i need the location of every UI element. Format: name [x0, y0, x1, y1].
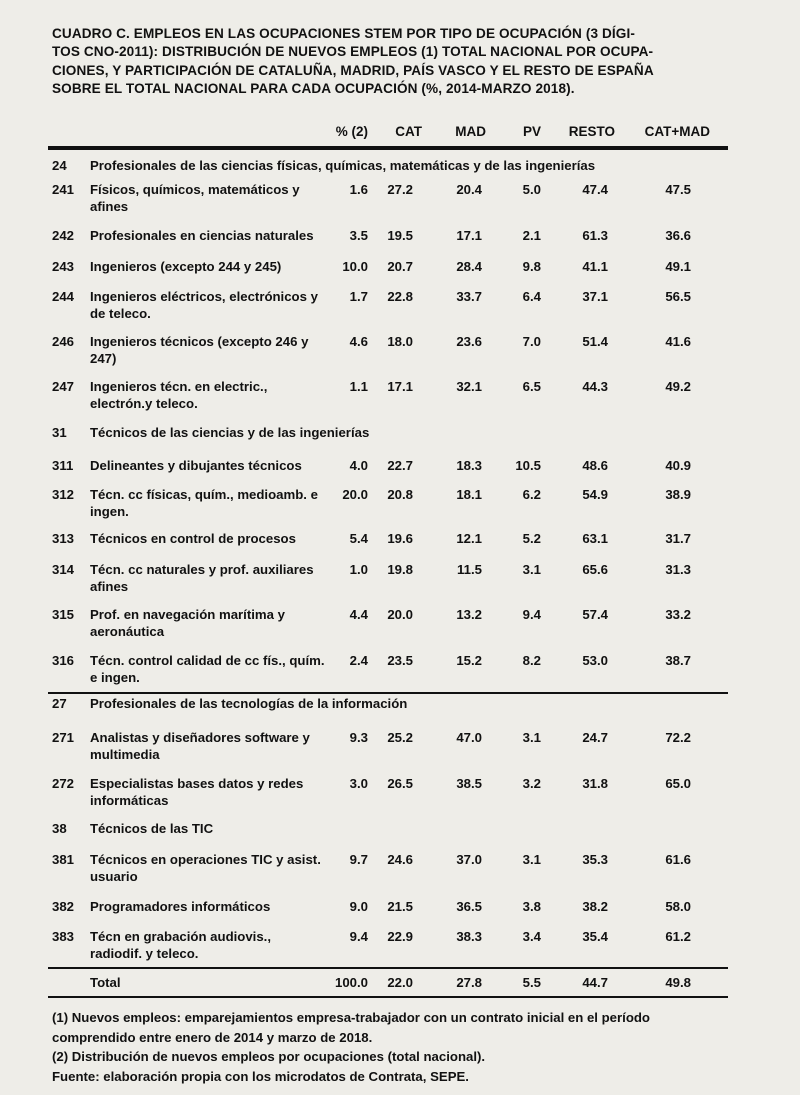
occupation-code: 38 — [52, 821, 67, 836]
value-cell: 6.2 — [522, 487, 541, 502]
value-cell: 22.0 — [387, 975, 413, 990]
value-cell: 36.5 — [456, 899, 482, 914]
value-cell: 22.8 — [387, 289, 413, 304]
value-cell: 41.1 — [582, 259, 608, 274]
value-cell: 27.8 — [456, 975, 482, 990]
value-cell: 1.0 — [349, 562, 368, 577]
value-cell: 18.1 — [456, 487, 482, 502]
occupation-label: Profesionales de las ciencias físicas, químicas, matemáticas y de las ingenierías — [90, 158, 596, 173]
value-cell: 47.0 — [456, 730, 482, 745]
value-cell: 48.6 — [582, 458, 608, 473]
table-rule — [48, 967, 728, 969]
value-cell: 3.1 — [522, 562, 541, 577]
occupation-code: 313 — [52, 531, 75, 546]
value-cell: 61.3 — [582, 228, 608, 243]
value-cell: 17.1 — [456, 228, 482, 243]
occupation-label: Delineantes y dibujantes técnicos — [90, 458, 302, 473]
value-cell: 38.5 — [456, 776, 482, 791]
table-rule — [48, 692, 728, 694]
value-cell: 5.5 — [522, 975, 541, 990]
occupation-code: 382 — [52, 899, 75, 914]
value-cell: 49.8 — [665, 975, 691, 990]
value-cell: 23.5 — [387, 653, 413, 668]
occupation-label: Técnicos en control de procesos — [90, 531, 296, 546]
value-cell: 19.5 — [387, 228, 413, 243]
occupation-label: Profesionales en ciencias naturales — [90, 228, 314, 243]
value-cell: 21.5 — [387, 899, 413, 914]
occupation-label: Profesionales de las tecnologías de la información — [90, 696, 408, 711]
occupation-code: 247 — [52, 379, 75, 394]
value-cell: 9.4 — [349, 929, 368, 944]
value-cell: 32.1 — [456, 379, 482, 394]
occupation-label: Técn. cc físicas, quím., medioamb. e ingen. — [90, 487, 318, 519]
value-cell: 51.4 — [582, 334, 608, 349]
value-cell: 33.2 — [665, 607, 691, 622]
value-cell: 1.7 — [349, 289, 368, 304]
value-cell: 40.9 — [665, 458, 691, 473]
value-cell: 47.5 — [665, 182, 691, 197]
value-cell: 25.2 — [387, 730, 413, 745]
occupation-label: Técnicos en operaciones TIC y asist. usuario — [90, 852, 321, 884]
value-cell: 58.0 — [665, 899, 691, 914]
value-cell: 24.7 — [582, 730, 608, 745]
value-cell: 3.2 — [522, 776, 541, 791]
title-line: TOS CNO-2011): DISTRIBUCIÓN DE NUEVOS EMPLEOS (1) TOTAL NACIONAL POR OCUPA- — [52, 44, 654, 60]
value-cell: 38.3 — [456, 929, 482, 944]
header-mad: MAD — [455, 124, 486, 139]
occupation-label: Total — [90, 975, 121, 990]
occupation-label: Analistas y diseñadores software y multimedia — [90, 730, 310, 762]
title-line: CUADRO C. EMPLEOS EN LAS OCUPACIONES STEM POR TIPO DE OCUPACIÓN (3 DÍGI- — [52, 26, 635, 41]
value-cell: 20.7 — [387, 259, 413, 274]
value-cell: 9.4 — [522, 607, 541, 622]
occupation-label: Ingenieros técnicos (excepto 246 y 247) — [90, 334, 309, 366]
value-cell: 6.4 — [522, 289, 541, 304]
table-rule — [48, 996, 728, 998]
value-cell: 53.0 — [582, 653, 608, 668]
value-cell: 49.1 — [665, 259, 691, 274]
value-cell: 61.2 — [665, 929, 691, 944]
occupation-label: Ingenieros (excepto 244 y 245) — [90, 259, 282, 274]
value-cell: 65.6 — [582, 562, 608, 577]
value-cell: 13.2 — [456, 607, 482, 622]
value-cell: 3.5 — [349, 228, 368, 243]
value-cell: 24.6 — [387, 852, 413, 867]
value-cell: 10.5 — [515, 458, 541, 473]
occupation-label: Prof. en navegación marítima y aeronáutica — [90, 607, 285, 639]
value-cell: 20.4 — [456, 182, 482, 197]
occupation-code: 316 — [52, 653, 75, 668]
value-cell: 22.9 — [387, 929, 413, 944]
value-cell: 5.0 — [522, 182, 541, 197]
value-cell: 27.2 — [387, 182, 413, 197]
value-cell: 3.1 — [522, 852, 541, 867]
header-pv: PV — [522, 124, 541, 139]
value-cell: 54.9 — [582, 487, 608, 502]
occupation-label: Técnicos de las ciencias y de las ingenierías — [90, 425, 370, 440]
value-cell: 37.0 — [456, 852, 482, 867]
occupation-code: 314 — [52, 562, 75, 577]
value-cell: 1.6 — [349, 182, 368, 197]
value-cell: 44.3 — [582, 379, 608, 394]
value-cell: 3.0 — [349, 776, 368, 791]
value-cell: 63.1 — [582, 531, 608, 546]
value-cell: 44.7 — [582, 975, 608, 990]
value-cell: 31.7 — [665, 531, 691, 546]
value-cell: 31.3 — [665, 562, 691, 577]
value-cell: 61.6 — [665, 852, 691, 867]
value-cell: 17.1 — [387, 379, 413, 394]
value-cell: 7.0 — [522, 334, 541, 349]
value-cell: 20.8 — [387, 487, 413, 502]
value-cell: 9.7 — [349, 852, 368, 867]
header-cat: CAT — [395, 124, 422, 139]
value-cell: 4.4 — [349, 607, 368, 622]
value-cell: 3.4 — [522, 929, 541, 944]
value-cell: 72.2 — [665, 730, 691, 745]
occupation-label: Programadores informáticos — [90, 899, 271, 914]
value-cell: 1.1 — [349, 379, 368, 394]
occupation-code: 246 — [52, 334, 75, 349]
value-cell: 4.0 — [349, 458, 368, 473]
occupation-code: 315 — [52, 607, 75, 622]
occupation-label: Ingenieros eléctricos, electrónicos y de teleco. — [90, 289, 318, 321]
value-cell: 22.7 — [387, 458, 413, 473]
footnote-1-cont: comprendido entre enero de 2014 y marzo de 2018. — [52, 1029, 373, 1045]
value-cell: 36.6 — [665, 228, 691, 243]
occupation-code: 241 — [52, 182, 75, 197]
value-cell: 15.2 — [456, 653, 482, 668]
value-cell: 35.3 — [582, 852, 608, 867]
value-cell: 10.0 — [342, 259, 368, 274]
occupation-label: Técn en grabación audiovis., radiodif. y teleco. — [90, 929, 272, 961]
occupation-code: 27 — [52, 696, 67, 711]
value-cell: 2.1 — [522, 228, 541, 243]
occupation-code: 242 — [52, 228, 75, 243]
value-cell: 9.8 — [522, 259, 541, 274]
value-cell: 3.1 — [522, 730, 541, 745]
occupation-code: 244 — [52, 289, 75, 304]
footnote-1: (1) Nuevos empleos: emparejamientos empresa-trabajador con un contrato inicial en el período — [52, 1010, 650, 1025]
value-cell: 4.6 — [349, 334, 368, 349]
value-cell: 33.7 — [456, 289, 482, 304]
occupation-label: Técnicos de las TIC — [90, 821, 214, 836]
header-resto: RESTO — [568, 124, 615, 139]
value-cell: 12.1 — [456, 531, 482, 546]
value-cell: 38.7 — [665, 653, 691, 668]
occupation-label: Físicos, químicos, matemáticos y afines — [90, 182, 300, 214]
value-cell: 26.5 — [387, 776, 413, 791]
value-cell: 3.8 — [522, 899, 541, 914]
occupation-label: Ingenieros técn. en electric., electrón.y teleco. — [90, 379, 268, 411]
value-cell: 23.6 — [456, 334, 482, 349]
value-cell: 11.5 — [457, 562, 482, 577]
value-cell: 28.4 — [456, 259, 482, 274]
value-cell: 35.4 — [582, 929, 608, 944]
value-cell: 31.8 — [582, 776, 608, 791]
occupation-label: Especialistas bases datos y redes informáticas — [90, 776, 304, 808]
value-cell: 9.3 — [349, 730, 368, 745]
value-cell: 38.9 — [665, 487, 691, 502]
value-cell: 6.5 — [522, 379, 541, 394]
occupation-code: 31 — [52, 425, 67, 440]
value-cell: 57.4 — [582, 607, 608, 622]
footnotes — [52, 1008, 742, 1086]
occupation-code: 312 — [52, 487, 75, 502]
value-cell: 5.2 — [522, 531, 541, 546]
table-title — [52, 25, 742, 98]
value-cell: 19.6 — [387, 531, 413, 546]
table-header-row — [0, 124, 800, 144]
value-cell: 20.0 — [387, 607, 413, 622]
header-cat-mad: CAT+MAD — [644, 124, 710, 139]
value-cell: 100.0 — [334, 975, 368, 990]
value-cell: 47.4 — [582, 182, 608, 197]
value-cell: 8.2 — [522, 653, 541, 668]
header-pct: % (2) — [335, 124, 368, 139]
source-note: Fuente: elaboración propia con los microdatos de Contrata, SEPE. — [52, 1068, 469, 1084]
value-cell: 65.0 — [665, 776, 691, 791]
value-cell: 37.1 — [582, 289, 608, 304]
footnote-2: (2) Distribución de nuevos empleos por ocupaciones (total nacional). — [52, 1049, 486, 1064]
title-line: CIONES, Y PARTICIPACIÓN DE CATALUÑA, MADRID, PAÍS VASCO Y EL RESTO DE ESPAÑA — [52, 62, 654, 78]
occupation-label: Técn. control calidad de cc fís., quím. e ingen. — [90, 653, 325, 685]
occupation-code: 24 — [52, 158, 67, 173]
occupation-code: 381 — [52, 852, 75, 867]
occupation-code: 383 — [52, 929, 75, 944]
occupation-code: 243 — [52, 259, 75, 274]
value-cell: 49.2 — [665, 379, 691, 394]
value-cell: 56.5 — [665, 289, 691, 304]
title-line: SOBRE EL TOTAL NACIONAL PARA CADA OCUPACIÓN (%, 2014-MARZO 2018). — [52, 80, 575, 96]
value-cell: 38.2 — [582, 899, 608, 914]
occupation-label: Técn. cc naturales y prof. auxiliares afines — [90, 562, 314, 594]
value-cell: 41.6 — [665, 334, 691, 349]
occupation-code: 271 — [52, 730, 75, 745]
value-cell: 19.8 — [387, 562, 413, 577]
value-cell: 20.0 — [342, 487, 368, 502]
value-cell: 18.3 — [456, 458, 482, 473]
value-cell: 5.4 — [349, 531, 368, 546]
value-cell: 18.0 — [387, 334, 413, 349]
value-cell: 9.0 — [349, 899, 368, 914]
occupation-code: 272 — [52, 776, 75, 791]
occupation-code: 311 — [52, 458, 74, 473]
value-cell: 2.4 — [349, 653, 368, 668]
header-rule — [48, 146, 728, 150]
